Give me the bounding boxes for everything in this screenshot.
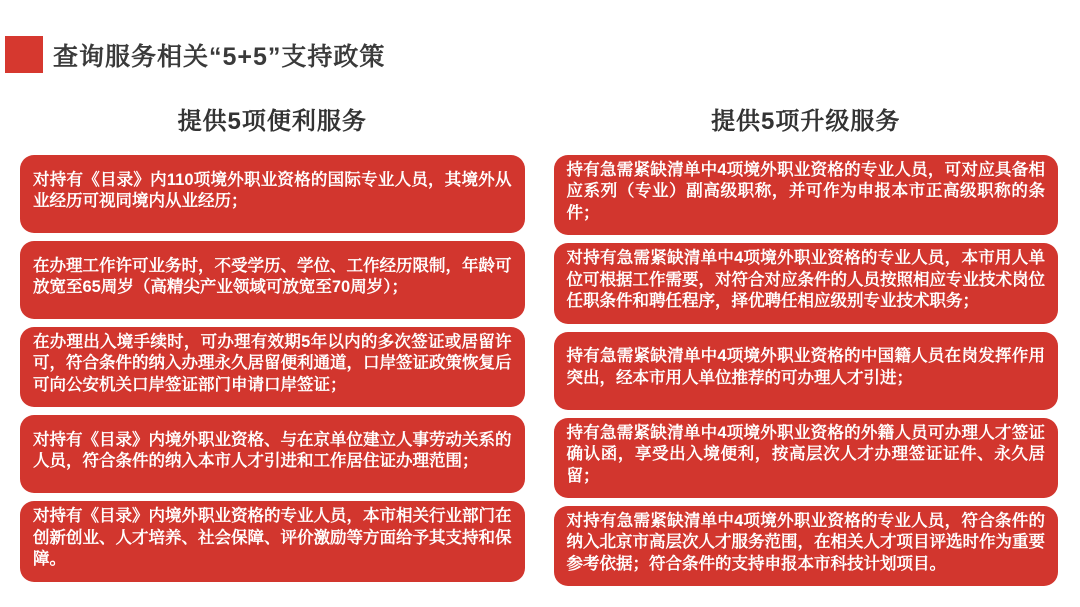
page-title: 查询服务相关“5+5”支持政策 <box>53 42 386 71</box>
policy-item: 对持有急需紧缺清单中4项境外职业资格的专业人员，符合条件的纳入北京市高层次人才服务范围，在相关人才项目评选时作为重要参考依据；符合条件的支持申报本市科技计划项目。 <box>554 506 1059 583</box>
policy-item: 对持有《目录》内境外职业资格的专业人员，本市相关行业部门在创新创业、人才培养、社会保障、评价激励等方面给予其支持和保障。 <box>20 501 525 578</box>
upgrade-box-list <box>554 155 1059 583</box>
policy-item: 持有急需紧缺清单中4项境外职业资格的专业人员，可对应具备相应系列（专业）副高级职称，并可作为申报本市正高级职称的条件； <box>554 155 1059 232</box>
convenience-box-list <box>20 155 525 579</box>
policy-item: 对持有《目录》内境外职业资格、与在京单位建立人事劳动关系的人员，符合条件的纳入本市人才引进和工作居住证办理范围； <box>20 415 525 490</box>
policy-item: 对持有急需紧缺清单中4项境外职业资格的专业人员，本市用人单位可根据工作需要，对符合对应条件的人员按照相应专业技术岗位任职条件和聘任程序，择优聘任相应级别专业技术职务； <box>554 243 1059 320</box>
column-heading-convenience: 提供5项便利服务 <box>177 108 367 135</box>
column-convenience-services <box>20 101 525 583</box>
column-heading-upgrade: 提供5项升级服务 <box>711 108 901 135</box>
policy-item: 在办理出入境手续时，可办理有效期5年以内的多次签证或居留许可，符合条件的纳入办理永久居留便利通道，口岸签证政策恢复后可向公安机关口岸签证部门申请口岸签证； <box>20 327 525 404</box>
column-upgrade-services <box>554 101 1059 583</box>
title-accent-square-icon <box>5 36 43 73</box>
title-row <box>0 0 1080 73</box>
policy-item: 在办理工作许可业务时，不受学历、学位、工作经历限制，年龄可放宽至65周岁（高精尖产业领域可放宽至70周岁）； <box>20 241 525 316</box>
policy-item: 持有急需紧缺清单中4项境外职业资格的外籍人员可办理人才签证确认函，享受出入境便利，按高层次人才办理签证证件、永久居留； <box>554 418 1059 495</box>
columns <box>0 101 1080 583</box>
policy-item: 持有急需紧缺清单中4项境外职业资格的中国籍人员在岗发挥作用突出，经本市用人单位推荐的可办理人才引进； <box>554 332 1059 407</box>
policy-item: 对持有《目录》内110项境外职业资格的国际专业人员，其境外从业经历可视同境内从业经历； <box>20 155 525 230</box>
